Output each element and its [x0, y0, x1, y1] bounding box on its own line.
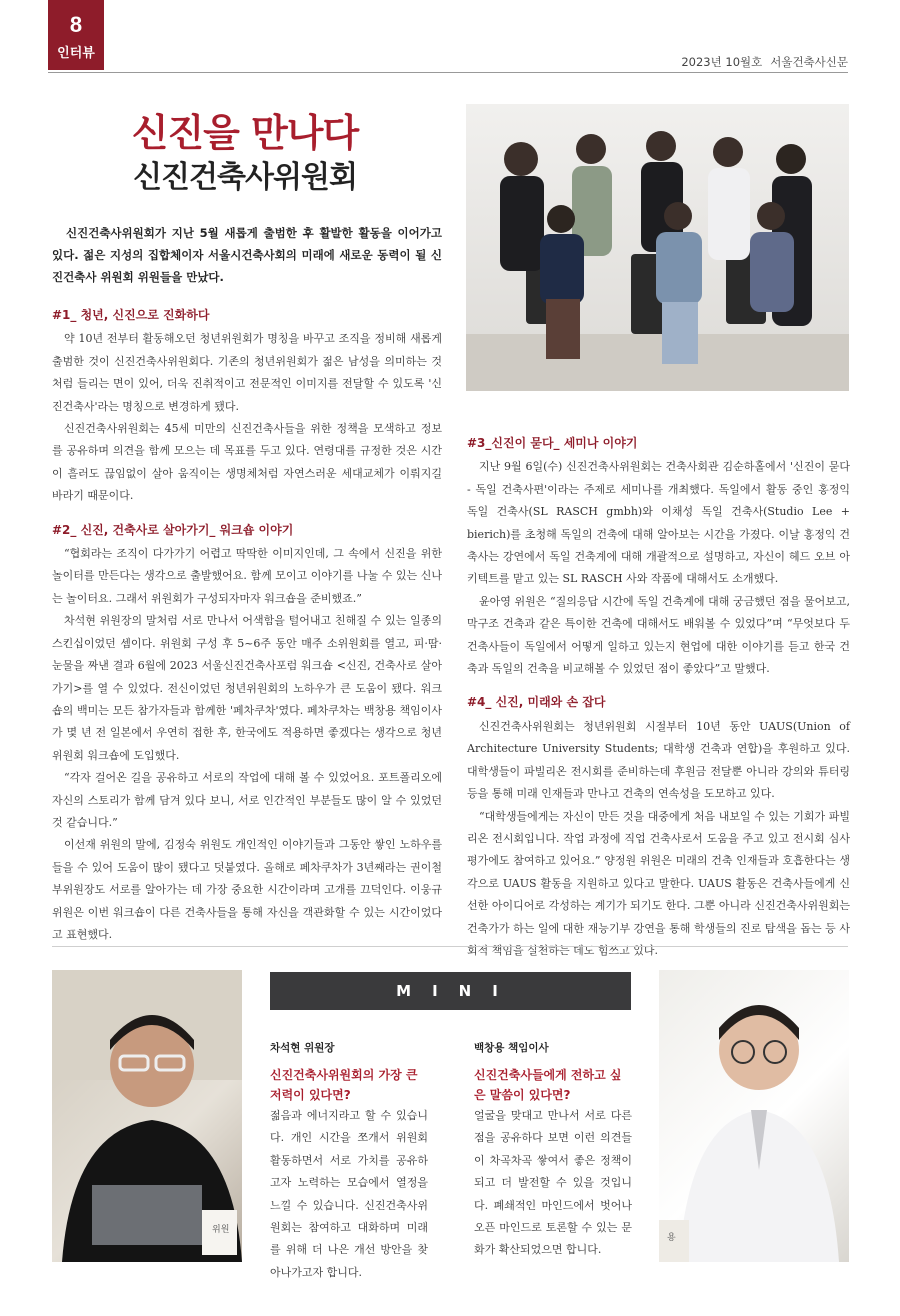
- nameplate-text: 위원: [212, 1225, 230, 1235]
- issue-date: 2023년 10월호: [681, 55, 763, 69]
- publication-name: 서울건축사신문: [770, 55, 848, 69]
- interview-question: 신진건축사들에게 전하고 싶은 말씀이 있다면?: [474, 1068, 622, 1102]
- section-label: 인터뷰: [57, 46, 95, 61]
- interview-answer: 얼굴을 맞대고 만나서 서로 다른 점을 공유하다 보면 이런 의견들이 차곡차곡 쌓여서 좋은 정책이 되고 더 발전할 수 있을 것입니다. 폐쇄적인 마인드에서 벗어나 오픈 마인드로 토론할 수 있는 문화가 확산되었으면 합니다.: [474, 1109, 632, 1257]
- paragraph: 윤아영 위원은 “질의응답 시간에 독일 건축계에 대해 궁금했던 점을 물어보고, 막구조 건축과 같은 특이한 건축에 대해서도 배워볼 수 있었다”며 “무엇보다 두 건축사들이 독일에서 어떻게 일하고 있는지 현업에 대한 이야기를 듣고 한국 건축과 독일의 건축을 비교해볼 수 있었던 점이 좋았다”고 말했다.: [467, 594, 850, 676]
- paragraph: 차석현 위원장의 말처럼 서로 만나서 어색함을 털어내고 친해질 수 있는 일종의 스킨십이었던 셈이다. 위원회 구성 후 5~6주 동안 매주 소위원회를 열고, 피·땀·눈물을 짜낸 결과 6월에 2023 서울신진건축사포럼 워크숍 <신진, 건축사로 살아가기>를 열 수 있었다. 전신이었던 청년위원회의 노하우가 큰 도움이 됐다. 워크숍의 백미는 모든 참가자들과 함께한 '페차쿠차'였다. 페차쿠차는 백창용 책임이사가 몇 년 전 일본에서 우연히 접한 후, 한국에도 적용하면 좋겠다는 생각으로 청년위원회 워크숍에 도입했다.: [52, 614, 442, 762]
- paragraph: 이선재 위원의 말에, 김정숙 위원도 개인적인 이야기들과 그동안 쌓인 노하우를 들을 수 있어 도움이 많이 됐다고 덧붙였다. 올해로 페차쿠차가 3년째라는 권이철 부위원장도 서로를 알아가는 데 가장 중요한 시간이라며 고개를 끄덕인다. 이웅규 위원은 이번 워크숍이 다른 건축사들을 통해 자신을 객관화할 수 있는 시간이었다고 표현했다.: [52, 838, 442, 941]
- paragraph: “협회라는 조직이 다가가기 어렵고 딱딱한 이미지인데, 그 속에서 신진을 위한 놀이터를 만든다는 생각으로 출발했어요. 함께 모이고 이야기를 나눌 수 있는 신나는 놀이터요. 그래서 위원회가 구성되자마자 워크숍을 준비했죠.”: [52, 547, 442, 605]
- nameplate-text: 용: [667, 1233, 676, 1243]
- page-tab: [48, 0, 104, 70]
- interviewee-photo-chair: [52, 970, 242, 1262]
- mini-interview-item: [270, 1040, 428, 1284]
- page-number: 8: [69, 12, 83, 37]
- paragraph: 신진건축사위원회는 45세 미만의 신진건축사들을 위한 정책을 모색하고 정보를 공유하며 의견을 함께 모으는 데 목표를 두고 있다. 연령대를 규정한 것은 시간이 흘러도 끊임없이 살아 움직이는 생명체처럼 자연스러운 세대교체가 이뤄지길 바라기 때문이다.: [52, 422, 442, 503]
- interviewee-name: 차석현 위원장: [270, 1042, 335, 1054]
- paragraph: 약 10년 전부터 활동해오던 청년위원회가 명칭을 바꾸고 조직을 정비해 새롭게 출범한 것이 신진건축사위원회다. 기존의 청년위원회가 젊은 남성을 의미하는 것처럼 들리는 면이 있어, 더욱 진취적이고 전문적인 이미지를 전달할 수 있도록 '신진건축사'라는 명칭으로 변경하게 됐다.: [52, 332, 442, 413]
- section-divider: [52, 946, 848, 947]
- article-lead: 신진건축사위원회가 지난 5월 새롭게 출범한 후 활발한 활동을 이어가고 있다. 젊은 지성의 집합체이자 서울시건축사회의 미래에 새로운 동력이 될 신진건축사 위원회 위원들을 만났다.: [52, 226, 442, 284]
- paragraph: “각자 걸어온 길을 공유하고 서로의 작업에 대해 볼 수 있었어요. 포트폴리오에 자신의 스토리가 함께 담겨 있다 보니, 서로 인간적인 부분들도 많이 알 수 있었던 것 같습니다.”: [52, 771, 442, 829]
- header-divider: [48, 72, 848, 73]
- issue-info: [673, 54, 848, 70]
- paragraph: “대학생들에게는 자신이 만든 것을 대중에게 처음 내보일 수 있는 기회가 파빌리온 전시회입니다. 작업 과정에 직업 건축사로서 도움을 주고 있고 전시회 심사 평가에도 참여하고 있어요.” 양정원 위원은 미래의 건축 인재들과 호흡한다는 생각으로 UAUS 활동을 지원하고 있다고 말한다. UAUS 활동은 건축사들에게 신선한 아이디어로 각성하는 계기가 되기도 한다. 그뿐 아니라 신진건축사위원회는 건축가가 하는 일에 대한 재능기부 강연을 통해 학생들의 진로 탐색을 돕는 등 사회적 책임을 실천하는 데도 힘쓰고 있다.: [467, 809, 850, 957]
- section-heading-1: #1_ 청년, 신진으로 진화하다: [52, 308, 210, 322]
- article-title: 신진을 만나다: [131, 111, 359, 155]
- mini-interview-item: [474, 1040, 632, 1262]
- paragraph: 지난 9월 6일(수) 신진건축사위원회는 건축사회관 김순하홀에서 '신진이 묻다 - 독일 건축사편'이라는 주제로 세미나를 개최했다. 독일에서 활동 중인 홍정익 독일 건축사(SL RASCH gmbh)와 이채성 독일 건축사(Studio Lee + bierich)를 초청해 독일의 건축에 대해 알아보는 시간을 가졌다. 이날 홍정익 건축사는 강연에서 독일 건축계에 대해 개괄적으로 설명하고, 자신이 헤드 오브 아키텍트를 맡고 있는 SL RASCH 사와 작품에 대해서도 소개했다.: [467, 460, 850, 586]
- left-column: [52, 304, 442, 946]
- right-column: [467, 432, 850, 962]
- interview-question: 신진건축사위원회의 가장 큰 저력이 있다면?: [270, 1068, 418, 1102]
- section-heading-3: #3_신진이 묻다_ 세미나 이야기: [467, 436, 638, 450]
- interview-answer: 젊음과 에너지라고 할 수 있습니다. 개인 시간을 쪼개서 위원회 활동하면서 서로 가치를 공유하고자 노력하는 모습에서 열정을 느낄 수 있습니다. 신진건축사위원회는 참여하고 대화하며 미래를 위해 더 나은 개선 방안을 찾아나가고자 합니다.: [270, 1109, 428, 1279]
- paragraph: 신진건축사위원회는 청년위원회 시절부터 10년 동안 UAUS(Union of Architecture University Students; 대학생 건축과 연합)을 후원하고 있다. 대학생들이 파빌리온 전시회를 준비하는데 후원금 전달뿐 아니라 강의와 튜터링 등을 통해 미래 인재들과 만나고 건축의 연속성을 도모하고 있다.: [467, 719, 850, 801]
- mini-interview-banner: MINI INTERVIEW: [270, 972, 631, 1010]
- article-subtitle: 신진건축사위원회: [133, 160, 357, 195]
- interviewee-photo-director: [659, 970, 849, 1262]
- section-heading-4: #4_ 신진, 미래와 손 잡다: [467, 695, 606, 710]
- interviewee-name: 백창용 책임이사: [474, 1042, 549, 1054]
- section-heading-2: #2_ 신진, 건축사로 살아가기_ 워크숍 이야기: [52, 522, 294, 537]
- group-photo: [466, 104, 849, 391]
